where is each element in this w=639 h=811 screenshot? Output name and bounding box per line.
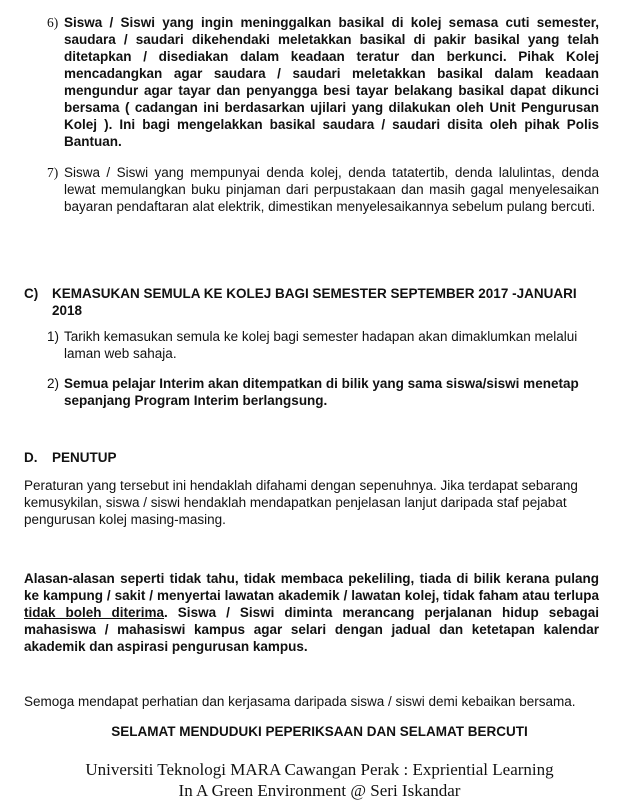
item-number: 1): [47, 329, 60, 344]
section-title: PENUTUP: [52, 450, 117, 465]
list-item-7: [47, 164, 599, 215]
footer-line-1: Universiti Teknologi MARA Cawangan Perak : Expriential Learning: [85, 760, 554, 779]
section-label: D.: [24, 450, 38, 465]
section-c-heading: [24, 285, 599, 319]
closing-text: Semoga mendapat perhatian dan kerjasama daripada siswa / siswi demi kebaikan bersama.: [24, 694, 576, 709]
paragraph-text-end: . Siswa / Siswi diminta merancang perjalanan hidup sebagai mahasiswa / mahasiswi kampus agar selari dengan jadual dan ketetapan kalendar akademik dan aspirasi pengurusan kampus.: [24, 605, 599, 654]
item-number: 6): [47, 15, 59, 30]
list-item-6: [47, 14, 599, 150]
item-text: Semua pelajar Interim akan ditempatkan di bilik yang sama siswa/siswi menetap sepanjang Program Interim berlangsung.: [64, 376, 579, 408]
footer-line-2: In A Green Environment @ Seri Iskandar: [178, 781, 461, 800]
paragraph-alasan: [24, 570, 599, 655]
item-text: Tarikh kemasukan semula ke kolej bagi semester hadapan akan dimaklumkan melalui laman web sahaja.: [64, 329, 578, 361]
paragraph-penutup: [24, 477, 599, 528]
section-c-item-1: [47, 328, 599, 362]
item-text: Siswa / Siswi yang ingin meninggalkan basikal di kolej semasa cuti semester, saudara / saudari dikehendaki meletakkan basikal di pakir basikal yang telah ditetapkan / disediakan dalam keadaan teratur dan berkunci. Pihak Kolej mencadangkan agar saudara / saudari meletakkan basikal dalam keadaan mengundur agar tayar dan penyangga besi tayar belakang basikal dapat dikunci bersama ( cadangan ini berdasarkan ujilari yang dilakukan oleh Unit Pengurusan Kolej ). Ini bagi mengelakkan basikal saudara / saudari disita oleh pihak Polis Bantuan.: [64, 15, 599, 149]
greeting-text: SELAMAT MENDUDUKI PEPERIKSAAN DAN SELAMAT BERCUTI: [111, 724, 528, 739]
section-title: KEMASUKAN SEMULA KE KOLEJ BAGI SEMESTER SEPTEMBER 2017 -JANUARI 2018: [52, 286, 577, 318]
closing-line: [24, 693, 614, 710]
section-label: C): [24, 286, 39, 301]
section-d-heading: [24, 449, 599, 466]
paragraph-text-start: Alasan-alasan seperti tidak tahu, tidak membaca pekeliling, tiada di bilik kerana pulang ke kampung / sakit / menyertai lawatan akademik / lawatan kolej, tidak faham atau terlupa: [24, 571, 599, 603]
item-text: Siswa / Siswi yang mempunyai denda kolej, denda tatatertib, denda lalulintas, denda lewat memulangkan buku pinjaman dari perpustakaan dan masih gagal menyelesaikan bayaran pendaftaran alat elektrik, dimestikan menyelesaikannya sebelum pulang bercuti.: [64, 165, 599, 214]
paragraph-text: Peraturan yang tersebut ini hendaklah difahami dengan sepenuhnya. Jika terdapat sebarang kemusykilan, siswa / siswi hendaklah mendapatkan penjelasan lanjut daripada staf pejabat pengurusan kolej masing-masing.: [24, 478, 578, 527]
greeting-line: [0, 723, 639, 740]
section-c-item-2: [47, 375, 599, 409]
item-number: 7): [47, 165, 59, 180]
item-number: 2): [47, 376, 60, 391]
underlined-phrase: tidak boleh diterima: [24, 605, 165, 620]
